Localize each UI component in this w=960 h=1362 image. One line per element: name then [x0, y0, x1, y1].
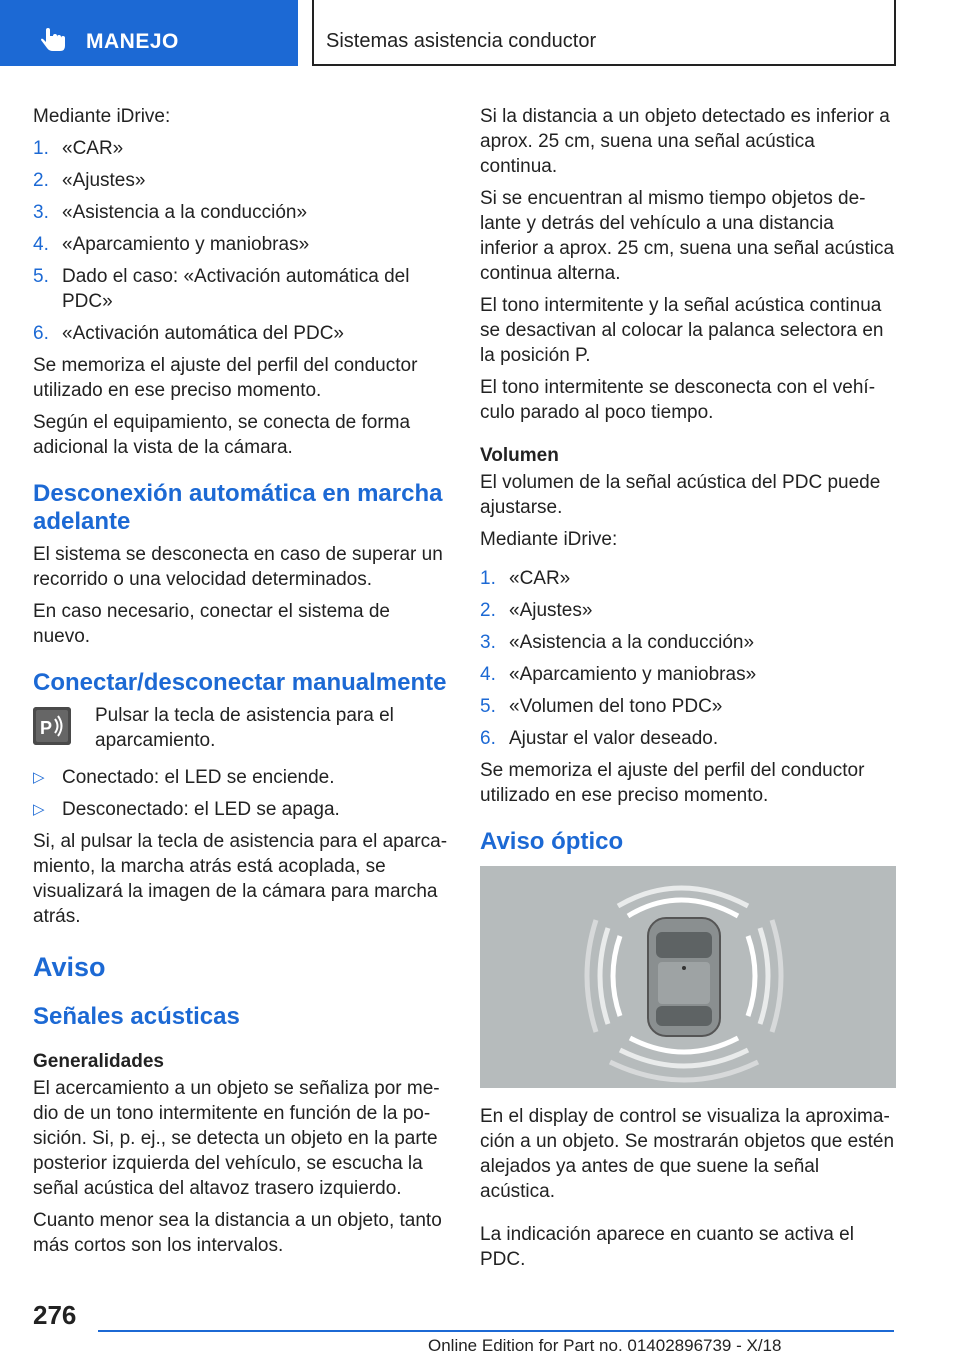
- idrive-intro: Mediante iDrive:: [480, 529, 618, 550]
- paragraph: Si la distancia a un objeto detectado es inferior a aprox. 25 cm, suena una señal acústica continua.: [480, 106, 890, 177]
- heading-aviso: Aviso: [33, 952, 106, 982]
- paragraph: La indicación aparece en cuanto se activa el PDC.: [480, 1224, 854, 1270]
- paragraph: En caso necesario, conectar el sistema de nuevo.: [33, 601, 390, 647]
- list-item: 3. «Asistencia a la conducción»: [480, 632, 755, 653]
- paragraph: El tono intermitente y la señal acústica continua se desactivan al colocar la palanca selectora en la posición P.: [480, 295, 884, 366]
- list-item: 1. «CAR»: [33, 138, 124, 159]
- edition-footer: Online Edition for Part no. 01402896739 - X/18: [428, 1336, 782, 1355]
- led-states: [33, 765, 449, 822]
- triangle-bullet-icon: ▷: [33, 769, 45, 786]
- heading-manual: Conectar/desconectar manualmente: [33, 669, 447, 696]
- list-item: 6. Ajustar el valor deseado.: [480, 728, 719, 749]
- volume-steps: [480, 566, 896, 751]
- right-column: [480, 104, 896, 1279]
- paragraph: Se memoriza el ajuste del perfil del conductor utilizado en ese preciso momento.: [33, 355, 418, 401]
- paragraph: El acercamiento a un objeto se señaliza por medio de un tono intermitente en función de la posición. Si, p. ej., se detecta un objeto en la parte posterior izquierda del vehículo, se escucha la señal acústica del altavoz trasero izquierdo.: [33, 1078, 440, 1199]
- list-item: 2. «Ajustes»: [480, 600, 593, 621]
- paragraph: Según el equipamiento, se conecta de forma adicional la vista de la cámara.: [33, 412, 411, 458]
- heading-senales: Señales acústicas: [33, 1003, 240, 1030]
- paragraph: El sistema se desconecta en caso de superar un recorrido o una velocidad determinados.: [33, 544, 443, 590]
- hand-pointer-icon: [40, 26, 68, 52]
- list-item: 2. «Ajustes»: [33, 170, 146, 191]
- paragraph: El tono intermitente se desconecta con el vehículo parado al poco tiempo.: [480, 377, 876, 423]
- svg-text:P: P: [40, 718, 53, 738]
- triangle-bullet-icon: ▷: [33, 801, 45, 818]
- list-item: 3. «Asistencia a la conducción»: [33, 202, 308, 223]
- paragraph: El volumen de la señal acústica del PDC puede ajustarse.: [480, 472, 881, 518]
- chapter-label: MANEJO: [86, 30, 179, 53]
- list-item: ▷ Desconectado: el LED se apaga.: [33, 799, 340, 820]
- footer-divider: [98, 1330, 894, 1332]
- paragraph: Si, al pulsar la tecla de asistencia para el aparcamiento, la marcha atrás está acoplada, se visualizará la imagen de la cámara para marcha atrás.: [33, 831, 448, 927]
- heading-optico: Aviso óptico: [480, 828, 624, 855]
- list-item: 5. Dado el caso: «Activación automática del PDC»: [33, 266, 410, 312]
- list-item: 5. «Volumen del tono PDC»: [480, 696, 723, 717]
- left-column: [33, 104, 449, 1265]
- paragraph: Pulsar la tecla de asistencia para el aparcamiento.: [95, 705, 394, 751]
- chapter-tab: [0, 0, 298, 66]
- button-instruction: [33, 703, 449, 753]
- section-header: [312, 0, 896, 66]
- paragraph: Si se encuentran al mismo tiempo objetos delante y detrás del vehículo a una distancia inferior a aprox. 25 cm, suena una señal acústica continua alterna.: [480, 188, 895, 284]
- list-item: 4. «Aparcamiento y maniobras»: [33, 234, 310, 255]
- list-item: 4. «Aparcamiento y maniobras»: [480, 664, 757, 685]
- park-assist-button-icon: [33, 707, 71, 745]
- list-item: 1. «CAR»: [480, 568, 571, 589]
- heading-generalidades: Generalidades: [33, 1051, 164, 1072]
- car-sensor-arcs-image: [480, 866, 896, 1088]
- idrive-intro: Mediante iDrive:: [33, 106, 171, 127]
- section-title: Sistemas asistencia conductor: [326, 30, 597, 52]
- paragraph: En el display de control se visualiza la aproximación a un objeto. Se mostrarán objetos que estén alejados ya antes de que suene la señal acústica.: [480, 1106, 895, 1202]
- pdc-display-illustration: [480, 866, 896, 1088]
- paragraph: Se memoriza el ajuste del perfil del conductor utilizado en ese preciso momento.: [480, 760, 865, 806]
- paragraph: Cuanto menor sea la distancia a un objeto, tanto más cortos son los intervalos.: [33, 1210, 442, 1256]
- heading-desconexion: Desconexión automática en marcha adelante: [33, 480, 443, 535]
- list-item: ▷ Conectado: el LED se enciende.: [33, 767, 335, 788]
- page-number: 276: [33, 1300, 77, 1330]
- heading-volumen: Volumen: [480, 445, 559, 466]
- activation-steps: [33, 136, 449, 346]
- list-item: 6. «Activación automática del PDC»: [33, 323, 344, 344]
